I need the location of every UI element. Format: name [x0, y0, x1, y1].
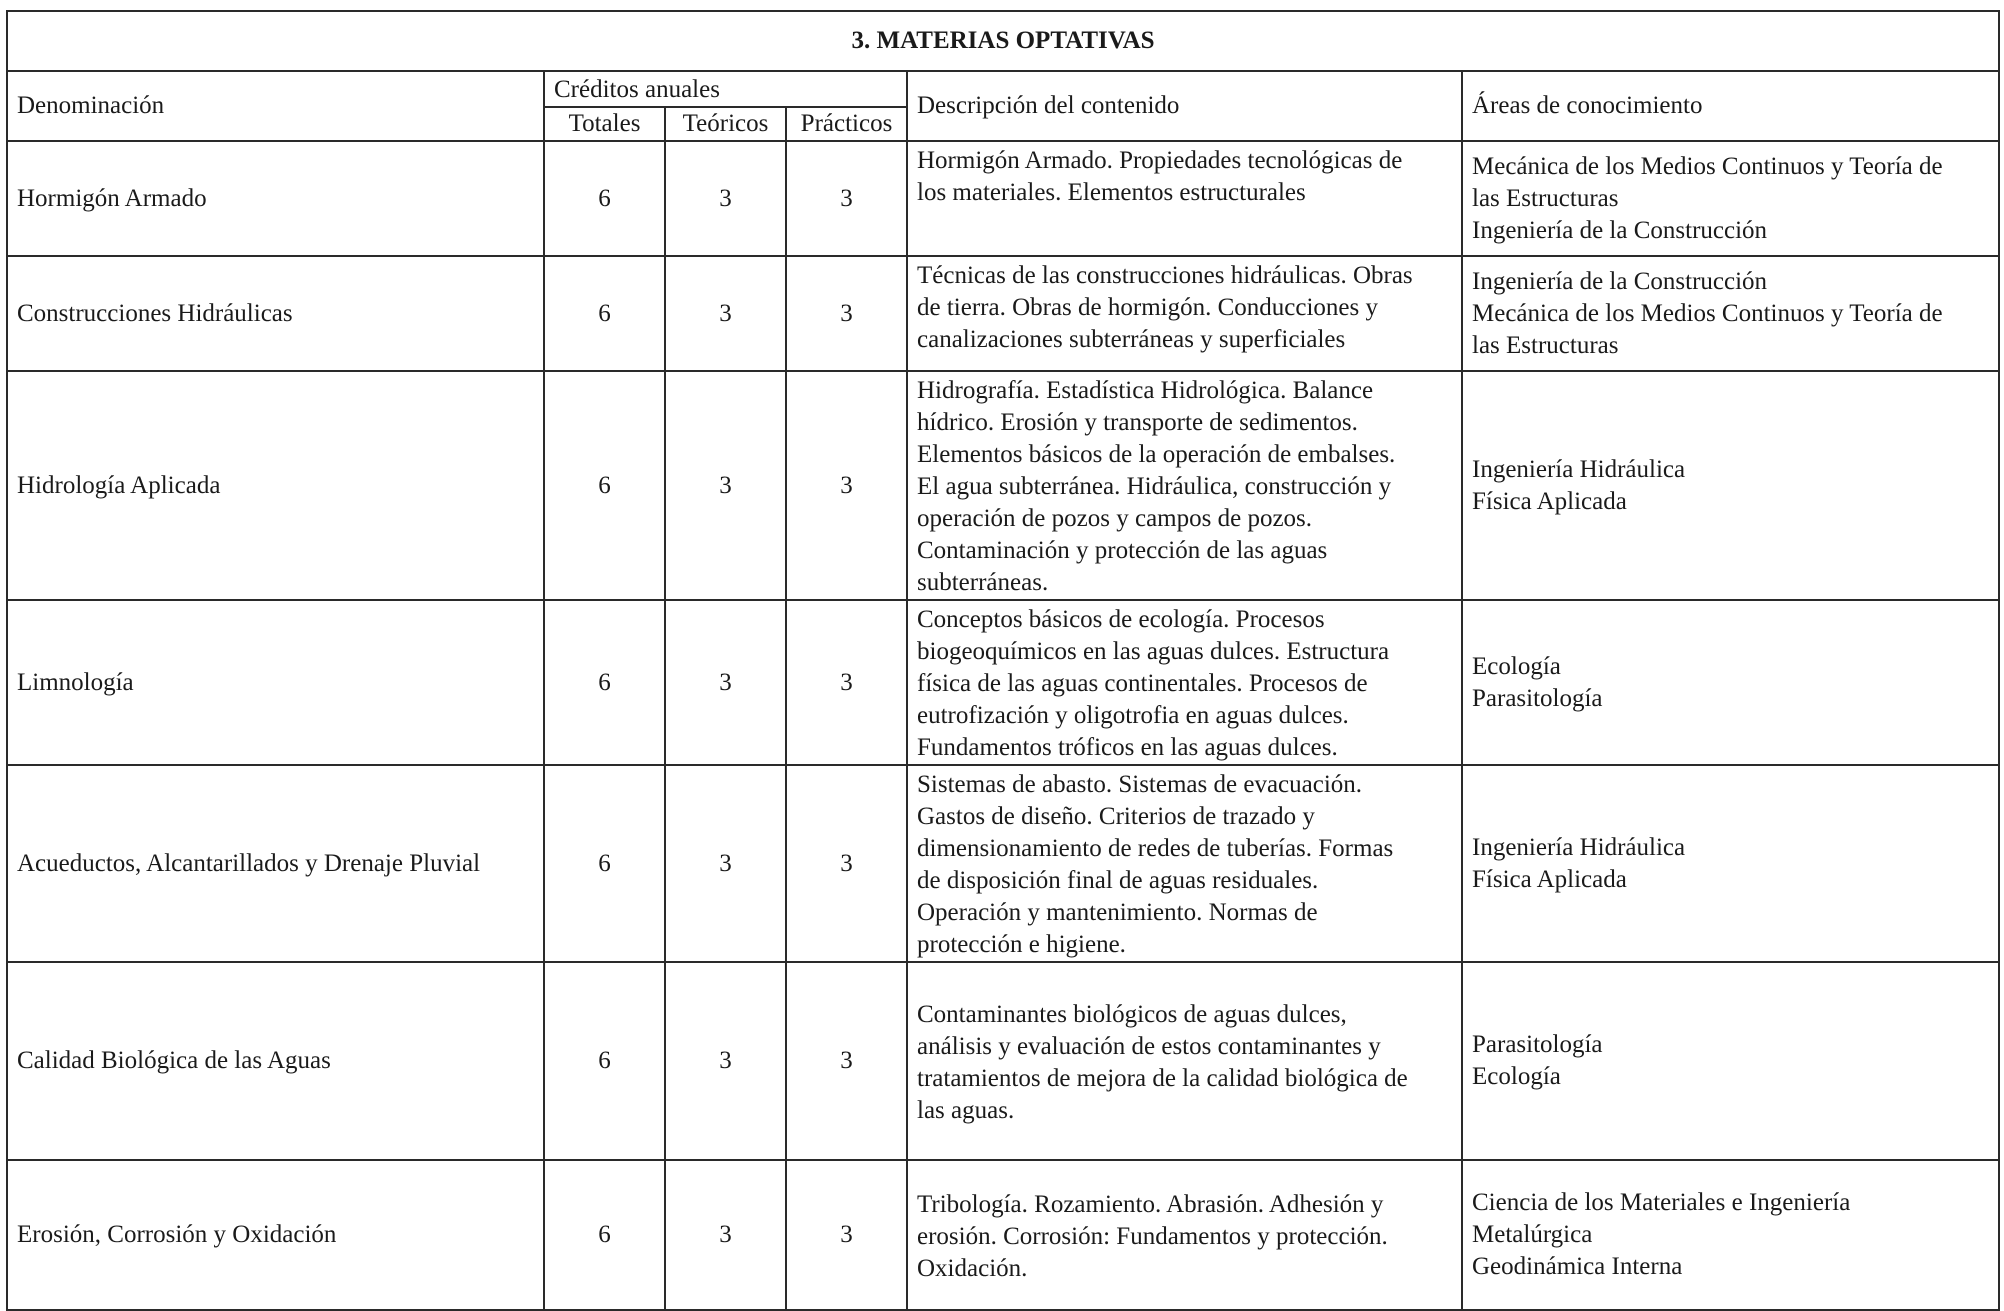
description-line: los materiales. Elementos estructurales — [917, 179, 1306, 206]
header-areas: Áreas de conocimiento — [1462, 71, 1999, 141]
subject-description — [907, 141, 1462, 256]
subject-name: Erosión, Corrosión y Oxidación — [7, 1160, 544, 1310]
subject-name: Acueductos, Alcantarillados y Drenaje Pluvial — [7, 765, 544, 962]
subject-description — [907, 1160, 1462, 1310]
area-line: Parasitología — [1472, 684, 1603, 712]
knowledge-areas — [1462, 1160, 1999, 1310]
credits-totales: 6 — [544, 600, 665, 765]
description-line: Gastos de diseño. Criterios de trazado y — [917, 803, 1315, 830]
header-totales: Totales — [544, 107, 665, 141]
credits-teoricos: 3 — [665, 141, 786, 256]
description-line: Hormigón Armado. Propiedades tecnológicas de — [917, 147, 1403, 174]
description-line: tratamientos de mejora de la calidad biológica de — [917, 1064, 1408, 1092]
area-line: las Estructuras — [1472, 331, 1619, 359]
credits-teoricos: 3 — [665, 962, 786, 1160]
credits-practicos: 3 — [786, 962, 907, 1160]
area-line: Metalúrgica — [1472, 1221, 1593, 1248]
area-line: Parasitología — [1472, 1031, 1603, 1058]
credits-totales: 6 — [544, 371, 665, 600]
area-line: Ingeniería de la Construcción — [1472, 216, 1768, 244]
credits-totales: 6 — [544, 1160, 665, 1310]
credits-teoricos: 3 — [665, 765, 786, 962]
area-line: Mecánica de los Medios Continuos y Teoría de — [1472, 152, 1943, 180]
subject-description — [907, 256, 1462, 371]
area-line: Física Aplicada — [1472, 865, 1627, 893]
table-row — [7, 600, 1999, 765]
header-descripcion: Descripción del contenido — [907, 71, 1462, 141]
credits-practicos: 3 — [786, 141, 907, 256]
header-practicos: Prácticos — [786, 107, 907, 141]
table-body — [7, 141, 1999, 1310]
credits-practicos: 3 — [786, 1160, 907, 1310]
description-line: canalizaciones subterráneas y superficiales — [917, 326, 1346, 353]
knowledge-areas — [1462, 765, 1999, 962]
area-line: Mecánica de los Medios Continuos y Teoría de — [1472, 299, 1943, 327]
credits-teoricos: 3 — [665, 371, 786, 600]
knowledge-areas — [1462, 256, 1999, 371]
description-line: dimensionamiento de redes de tuberías. Formas — [917, 835, 1394, 862]
description-line: protección e higiene. — [917, 931, 1126, 958]
subject-description — [907, 962, 1462, 1160]
description-line: las aguas. — [917, 1096, 1015, 1124]
description-line: El agua subterránea. Hidráulica, construcción y — [917, 473, 1392, 500]
credits-teoricos: 3 — [665, 256, 786, 371]
credits-practicos: 3 — [786, 600, 907, 765]
area-line: Ingeniería Hidráulica — [1472, 455, 1686, 483]
table-row — [7, 141, 1999, 256]
credits-totales: 6 — [544, 765, 665, 962]
credits-teoricos: 3 — [665, 600, 786, 765]
description-line: eutrofización y oligotrofia en aguas dulces. — [917, 702, 1349, 729]
description-line: Contaminantes biológicos de aguas dulces, — [917, 1000, 1347, 1028]
table-row — [7, 256, 1999, 371]
description-line: Técnicas de las construcciones hidráulicas. Obras — [917, 262, 1413, 289]
knowledge-areas — [1462, 371, 1999, 600]
description-line: operación de pozos y campos de pozos. — [917, 505, 1313, 532]
description-line: de disposición final de aguas residuales. — [917, 867, 1319, 894]
credits-totales: 6 — [544, 141, 665, 256]
description-line: Tribología. Rozamiento. Abrasión. Adhesión y — [917, 1190, 1384, 1218]
knowledge-areas — [1462, 141, 1999, 256]
table-title: 3. MATERIAS OPTATIVAS — [7, 11, 1999, 71]
area-line: Física Aplicada — [1472, 487, 1627, 515]
description-line: Fundamentos tróficos en las aguas dulces. — [917, 734, 1338, 761]
subject-description — [907, 371, 1462, 600]
header-creditos: Créditos anuales — [544, 71, 907, 107]
description-line: Hidrografía. Estadística Hidrológica. Balance — [917, 377, 1374, 404]
area-line: Ingeniería de la Construcción — [1472, 267, 1768, 295]
description-line: hídrico. Erosión y transporte de sedimentos. — [917, 409, 1358, 436]
table-row — [7, 371, 1999, 600]
knowledge-areas — [1462, 962, 1999, 1160]
area-line: las Estructuras — [1472, 184, 1619, 212]
area-line: Geodinámica Interna — [1472, 1253, 1683, 1280]
credits-totales: 6 — [544, 256, 665, 371]
description-line: análisis y evaluación de estos contaminantes y — [917, 1032, 1381, 1060]
description-line: erosión. Corrosión: Fundamentos y protección. — [917, 1222, 1388, 1250]
subject-description — [907, 765, 1462, 962]
area-line: Ingeniería Hidráulica — [1472, 833, 1686, 861]
description-line: Contaminación y protección de las aguas — [917, 537, 1328, 564]
credits-totales: 6 — [544, 962, 665, 1160]
area-line: Ciencia de los Materiales e Ingeniería — [1472, 1189, 1851, 1216]
knowledge-areas — [1462, 600, 1999, 765]
credits-teoricos: 3 — [665, 1160, 786, 1310]
description-line: Operación y mantenimiento. Normas de — [917, 899, 1318, 926]
description-line: Sistemas de abasto. Sistemas de evacuación. — [917, 771, 1363, 798]
description-line: biogeoquímicos en las aguas dulces. Estructura — [917, 638, 1390, 665]
header-denominacion: Denominación — [7, 71, 544, 141]
subject-description — [907, 600, 1462, 765]
credits-practicos: 3 — [786, 256, 907, 371]
description-line: Oxidación. — [917, 1254, 1028, 1282]
subject-name: Construcciones Hidráulicas — [7, 256, 544, 371]
description-line: Conceptos básicos de ecología. Procesos — [917, 606, 1325, 633]
materias-table — [6, 10, 2000, 1311]
credits-practicos: 3 — [786, 371, 907, 600]
description-line: de tierra. Obras de hormigón. Conducciones y — [917, 294, 1378, 321]
credits-practicos: 3 — [786, 765, 907, 962]
subject-name: Limnología — [7, 600, 544, 765]
area-line: Ecología — [1472, 652, 1561, 680]
table-row — [7, 962, 1999, 1160]
subject-name: Calidad Biológica de las Aguas — [7, 962, 544, 1160]
subject-name: Hidrología Aplicada — [7, 371, 544, 600]
description-line: Elementos básicos de la operación de embalses. — [917, 441, 1396, 468]
subject-name: Hormigón Armado — [7, 141, 544, 256]
header-teoricos: Teóricos — [665, 107, 786, 141]
table-row — [7, 1160, 1999, 1310]
table-row — [7, 765, 1999, 962]
area-line: Ecología — [1472, 1063, 1561, 1090]
description-line: física de las aguas continentales. Procesos de — [917, 670, 1368, 697]
description-line: subterráneas. — [917, 569, 1049, 596]
